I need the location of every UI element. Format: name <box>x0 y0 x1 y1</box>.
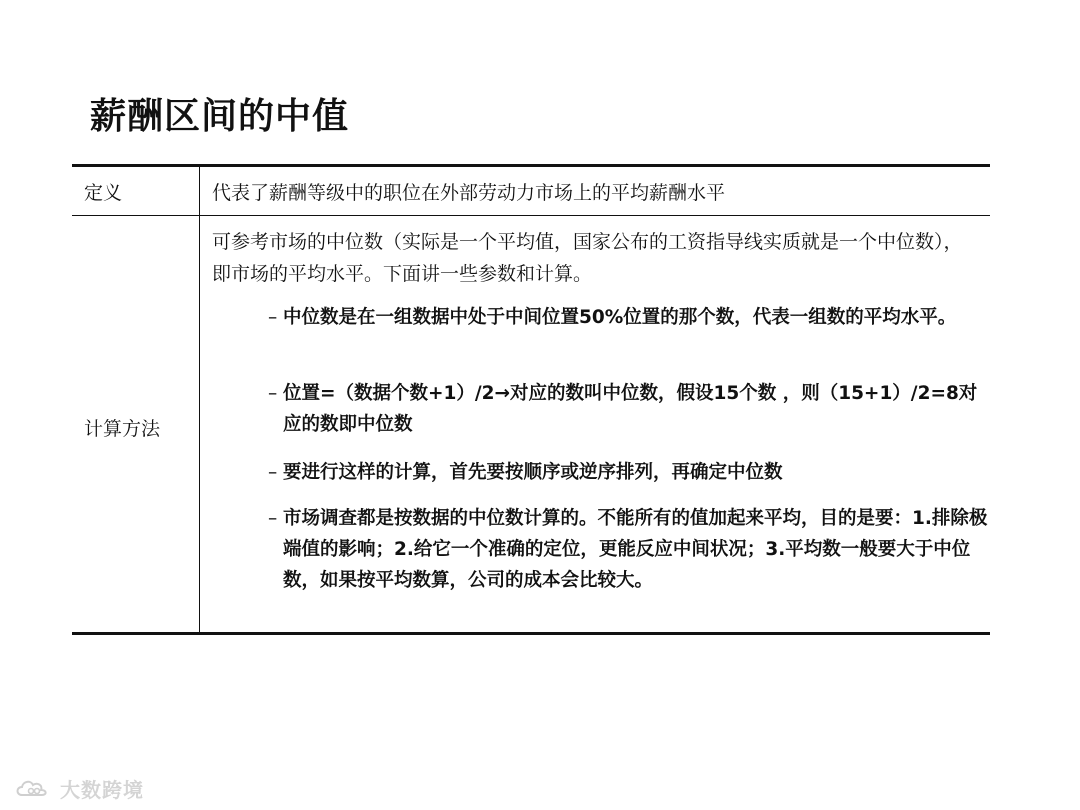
watermark-text: 大数跨境 <box>60 778 144 802</box>
row-label-definition: 定义 <box>84 182 123 204</box>
watermark <box>14 774 144 803</box>
bullet-text: 要进行这样的计算，首先要按顺序或逆序排列，再确定中位数 <box>283 462 783 483</box>
table-bottom-rule <box>72 632 990 635</box>
definition-table <box>72 164 990 634</box>
bullet-item <box>268 503 988 596</box>
bullet-text: 位置=（数据个数+1）/2→对应的数叫中位数，假设15个数 ，则（15+1）/2=8对应的数即中位数 <box>283 383 978 435</box>
definition-text: 代表了薪酬等级中的职位在外部劳动力市场上的平均薪酬水平 <box>212 182 726 204</box>
bullet-dash: – <box>268 462 278 483</box>
page-title: 薪酬区间的中值 <box>90 96 350 137</box>
bullet-item <box>268 302 988 333</box>
table-top-rule <box>72 164 990 167</box>
bullet-text: 市场调查都是按数据的中位数计算的。不能所有的值加起来平均，目的是要：1.排除极端值的影响；2.给它一个准确的定位，更能反应中间状况；3.平均数一般要大于中位数，如果按平均数算，公司的成本会比较大。 <box>283 508 988 591</box>
bullet-text: 中位数是在一组数据中处于中间位置50%位置的那个数，代表一组数的平均水平。 <box>283 307 957 328</box>
bullet-dash: – <box>268 508 278 529</box>
bullet-dash: – <box>268 383 278 404</box>
table-column-divider <box>199 167 200 632</box>
row-label-calculation: 计算方法 <box>84 418 161 440</box>
calculation-intro: 可参考市场的中位数（实际是一个平均值，国家公布的工资指导线实质就是一个中位数），即市场的平均水平。下面讲一些参数和计算。 <box>212 231 963 285</box>
bullet-item <box>268 457 988 488</box>
cloud-logo-icon <box>14 777 54 801</box>
table-row-divider <box>72 215 990 216</box>
bullet-dash: – <box>268 307 278 328</box>
bullet-item <box>268 378 988 440</box>
